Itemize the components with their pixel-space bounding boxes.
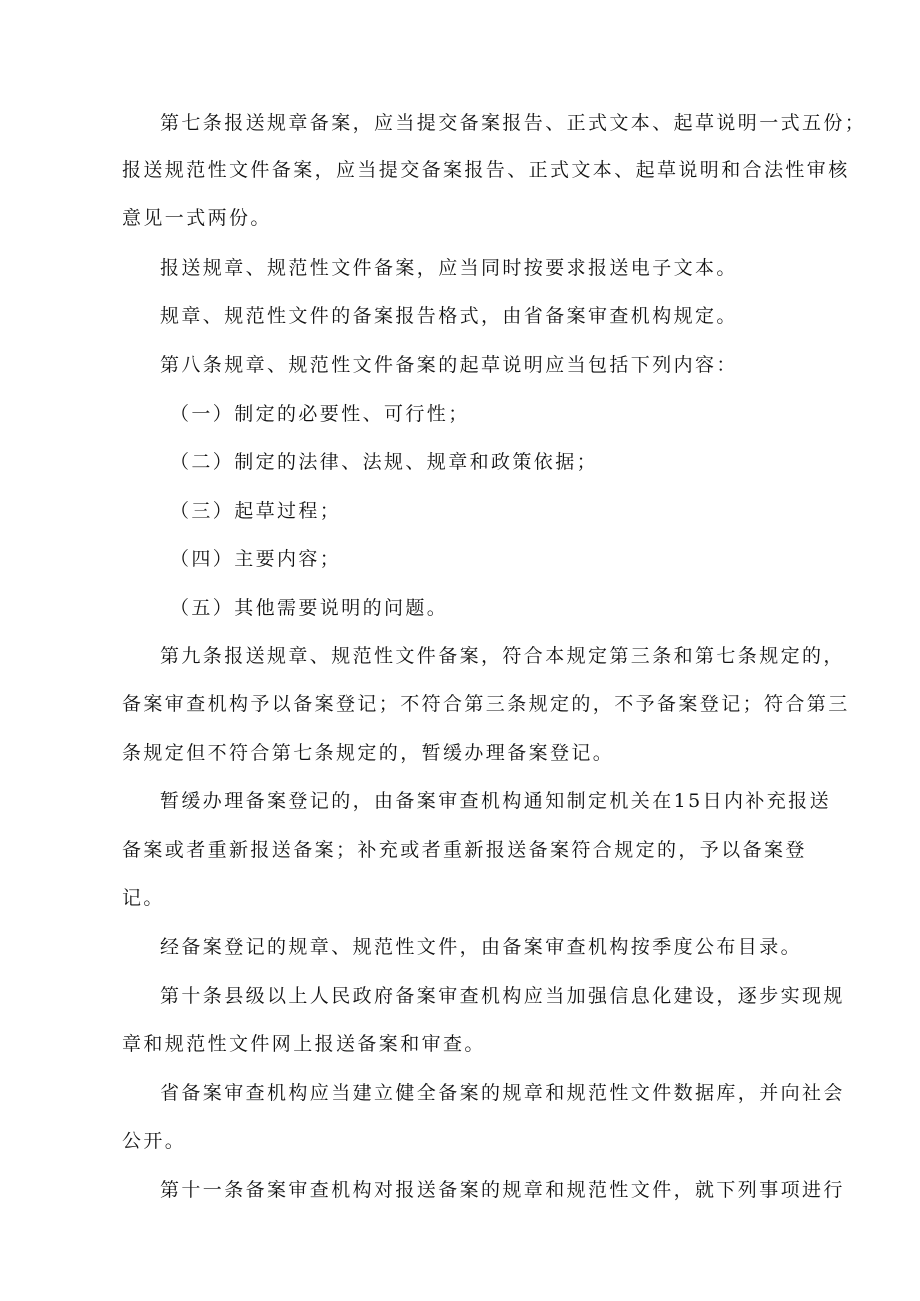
paragraph-line: 第八条规章、规范性文件备案的起草说明应当包括下列内容：	[160, 354, 738, 376]
paragraph-line: 经备案登记的规章、规范性文件，由备案审查机构按季度公布目录。	[160, 936, 803, 958]
paragraph-line: 第七条报送规章备案，应当提交备案报告、正式文本、起草说明一式五份；	[160, 112, 867, 134]
paragraph-line: 省备案审查机构应当建立健全备案的规章和规范性文件数据库，并向社会	[160, 1082, 845, 1104]
paragraph-line: 第十条县级以上人民政府备案审查机构应当加强信息化建设，逐步实现规	[160, 985, 845, 1007]
paragraph-line: 规章、规范性文件的备案报告格式，由省备案审查机构规定。	[160, 305, 738, 327]
paragraph-line: 报送规章、规范性文件备案，应当同时按要求报送电子文本。	[160, 257, 738, 279]
list-item: （五）其他需要说明的问题。	[170, 597, 449, 619]
list-item: （三）起草过程；	[170, 500, 342, 522]
paragraph-line: 意见一式两份。	[122, 207, 272, 229]
paragraph-line: 条规定但不符合第七条规定的，暂缓办理备案登记。	[122, 742, 615, 764]
paragraph-line: 暂缓办理备案登记的，由备案审查机构通知制定机关在15日内补充报送	[160, 790, 831, 812]
paragraph-line: 报送规范性文件备案，应当提交备案报告、正式文本、起草说明和合法性审核	[122, 159, 850, 181]
list-item: （二）制定的法律、法规、规章和政策依据；	[170, 451, 599, 473]
paragraph-line: 第九条报送规章、规范性文件备案，符合本规定第三条和第七条规定的，	[160, 645, 845, 667]
paragraph-line: 备案审查机构予以备案登记；不符合第三条规定的，不予备案登记；符合第三	[122, 693, 850, 715]
list-item: （四）主要内容；	[170, 548, 342, 570]
paragraph-line: 公开。	[122, 1130, 187, 1152]
paragraph-line: 章和规范性文件网上报送备案和审查。	[122, 1033, 486, 1055]
paragraph-line: 第十一条备案审查机构对报送备案的规章和规范性文件，就下列事项进行	[160, 1179, 845, 1201]
paragraph-line: 备案或者重新报送备案；补充或者重新报送备案符合规定的，予以备案登	[122, 839, 807, 861]
paragraph-line: 记。	[122, 887, 165, 909]
list-item: （一）制定的必要性、可行性；	[170, 403, 470, 425]
